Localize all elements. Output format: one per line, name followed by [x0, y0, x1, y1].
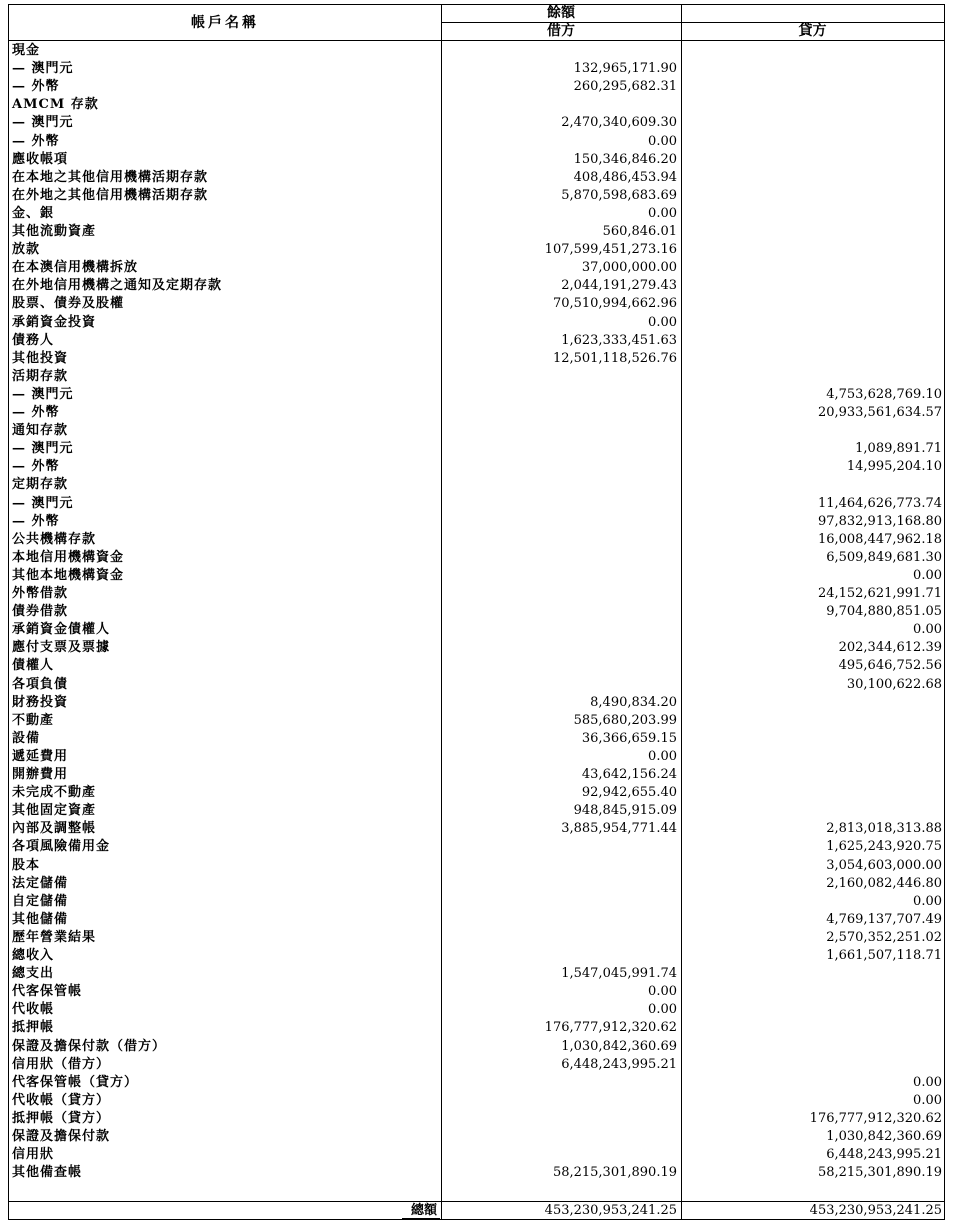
account-name-cell: AMCM 存款 [12, 97, 99, 113]
debit-cell: 2,044,191,279.43 [561, 278, 677, 294]
account-name-cell: 開辦費用 [12, 767, 69, 782]
account-name-cell: — 外幣 [12, 405, 60, 420]
credit-cell: 0.00 [913, 622, 942, 638]
table-row [9, 694, 944, 712]
credit-cell: 3,054,603,000.00 [826, 857, 942, 873]
table-row [9, 1092, 944, 1110]
table-row [9, 458, 944, 476]
table-row [9, 277, 944, 295]
account-name-cell: — 外幣 [12, 459, 60, 475]
account-name-cell: 金、銀 [12, 205, 55, 221]
trial-balance-table [8, 4, 945, 1220]
account-name-cell: 遞延費用 [12, 748, 69, 764]
table-row [9, 1038, 944, 1056]
header-debit: 借方 [547, 23, 575, 39]
account-name-cell: — 外幣 [12, 79, 60, 95]
credit-cell: 1,089,891.71 [855, 441, 942, 457]
table-row [9, 730, 944, 748]
table-row [9, 1128, 944, 1146]
table-row [9, 965, 944, 983]
account-name-cell: 公共機構存款 [12, 531, 97, 547]
debit-cell: 3,885,954,771.44 [561, 821, 677, 837]
credit-cell: 2,570,352,251.02 [826, 929, 942, 945]
account-name-cell: — 澳門元 [12, 495, 74, 511]
account-name-cell: 內部及調整帳 [12, 821, 97, 837]
debit-cell: 5,870,598,683.69 [561, 187, 677, 203]
account-name-cell: 債券借款 [12, 604, 69, 620]
table-row [9, 567, 944, 585]
total-label: 總額 [410, 1203, 437, 1218]
table-row [9, 1074, 944, 1092]
debit-cell: 176,777,912,320.62 [544, 1020, 677, 1036]
account-name-cell: — 外幣 [12, 513, 60, 529]
account-name-cell: 股票、債券及股權 [12, 296, 125, 312]
table-row [9, 585, 944, 603]
table-row [9, 151, 944, 169]
account-name-cell: 各項負債 [12, 676, 69, 692]
account-name-cell: 其他投資 [12, 350, 69, 366]
debit-cell: 585,680,203.99 [573, 712, 677, 728]
credit-cell: 1,661,507,118.71 [826, 948, 942, 963]
table-row [9, 314, 944, 332]
table-row [9, 857, 944, 875]
table-row [9, 875, 944, 893]
credit-cell: 6,509,849,681.30 [826, 549, 942, 565]
account-name-cell: 保證及擔保付款（借方） [12, 1038, 167, 1054]
account-name-cell: 應付支票及票據 [12, 640, 111, 656]
account-name-cell: 各項風險備用金 [12, 839, 111, 855]
table-row [9, 549, 944, 567]
account-name-cell: 總收入 [12, 948, 55, 963]
debit-cell: 1,623,333,451.63 [561, 332, 677, 348]
credit-cell: 4,753,628,769.10 [826, 386, 942, 402]
credit-cell: 6,448,243,995.21 [826, 1147, 942, 1163]
table-row [9, 947, 944, 965]
debit-cell: 0.00 [648, 314, 677, 330]
credit-cell: 24,152,621,991.71 [817, 586, 942, 601]
table-row [9, 169, 944, 187]
table-row [9, 223, 944, 241]
debit-cell: 150,346,846.20 [573, 151, 677, 167]
debit-cell: 0.00 [648, 133, 677, 149]
account-name-cell: 在外地信用機構之通知及定期存款 [12, 278, 223, 294]
credit-cell: 9,704,880,851.05 [826, 604, 942, 620]
account-name-cell: 代收帳（貸方） [12, 1092, 111, 1108]
table-row [9, 838, 944, 856]
account-name-cell: 承銷資金債權人 [12, 622, 111, 638]
table-row [9, 820, 944, 838]
account-name-cell: 設備 [12, 730, 41, 746]
account-name-cell: 通知存款 [12, 423, 69, 439]
debit-cell: 92,942,655.40 [581, 785, 677, 801]
debit-cell: 0.00 [648, 1002, 677, 1018]
table-row [9, 78, 944, 96]
debit-cell: 0.00 [648, 984, 677, 1000]
credit-cell: 97,832,913,168.80 [817, 513, 942, 529]
credit-cell: 11,464,626,773.74 [817, 495, 942, 511]
debit-cell: 58,215,301,890.19 [552, 1165, 677, 1181]
account-name-cell: 保證及擔保付款 [12, 1129, 111, 1144]
table-row [9, 241, 944, 259]
table-row [9, 639, 944, 657]
credit-cell: 202,344,612.39 [838, 640, 942, 656]
account-name-cell: — 澳門元 [12, 61, 74, 77]
table-row [9, 96, 944, 114]
table-row [9, 386, 944, 404]
credit-cell: 20,933,561,634.57 [817, 405, 942, 420]
header-divider [9, 40, 944, 41]
debit-cell: 6,448,243,995.21 [561, 1056, 677, 1072]
table-row [9, 476, 944, 494]
account-name-cell: — 澳門元 [12, 115, 74, 131]
table-row [9, 133, 944, 151]
account-name-cell: 放款 [12, 242, 41, 258]
total-debit: 453,230,953,241.25 [544, 1203, 677, 1218]
table-row [9, 350, 944, 368]
credit-cell: 0.00 [913, 567, 942, 583]
table-row [9, 784, 944, 802]
account-name-cell: 總支出 [12, 966, 55, 982]
account-name-cell: 其他本地機構資金 [12, 567, 125, 583]
account-name-cell: 其他儲備 [12, 911, 69, 927]
credit-cell: 495,646,752.56 [838, 658, 942, 674]
debit-cell: 2,470,340,609.30 [561, 115, 677, 131]
account-name-cell: 在本地之其他信用機構活期存款 [12, 169, 209, 185]
account-name-cell: 現金 [12, 43, 41, 58]
credit-cell: 14,995,204.10 [846, 459, 942, 475]
table-row [9, 1164, 944, 1182]
debit-cell: 12,501,118,526.76 [552, 350, 677, 366]
table-row [9, 603, 944, 621]
table-row [9, 495, 944, 513]
account-name-cell: 債權人 [12, 658, 55, 674]
table-row [9, 187, 944, 205]
account-name-cell: 抵押帳（貸方） [12, 1110, 111, 1126]
credit-cell: 4,769,137,707.49 [826, 911, 942, 927]
credit-cell: 2,160,082,446.80 [826, 875, 942, 891]
header-credit: 貸方 [798, 23, 827, 39]
debit-cell: 1,547,045,991.74 [561, 966, 677, 982]
table-row [9, 404, 944, 422]
credit-cell: 58,215,301,890.19 [817, 1165, 942, 1181]
header-account-name: 帳戶名稱 [191, 15, 259, 31]
account-name-cell: 自定儲備 [12, 893, 69, 909]
account-name-cell: 代客保管帳 [12, 984, 83, 1000]
table-row [9, 422, 944, 440]
account-name-cell: — 澳門元 [12, 441, 74, 457]
account-name-cell: 代客保管帳（貸方） [12, 1074, 139, 1090]
debit-cell: 8,490,834.20 [590, 694, 677, 710]
table-row [9, 114, 944, 132]
credit-cell: 30,100,622.68 [846, 676, 942, 692]
debit-cell: 70,510,994,662.96 [552, 296, 677, 312]
total-divider [9, 1201, 944, 1202]
credit-cell: 2,813,018,313.88 [826, 821, 942, 837]
table-row [9, 1056, 944, 1074]
account-name-cell: 定期存款 [12, 477, 69, 493]
debit-cell: 43,642,156.24 [581, 767, 677, 782]
account-name-cell: 代收帳 [12, 1002, 55, 1018]
account-name-cell: 股本 [12, 857, 41, 873]
table-row [9, 368, 944, 386]
header-balance: 餘額 [547, 5, 575, 21]
table-row [9, 802, 944, 820]
debit-cell: 560,846.01 [602, 224, 677, 239]
account-name-cell: 本地信用機構資金 [12, 549, 125, 565]
account-name-cell: 應收帳項 [12, 151, 69, 167]
debit-cell: 132,965,171.90 [573, 61, 677, 77]
account-name-cell: 在外地之其他信用機構活期存款 [12, 187, 209, 203]
debit-cell: 948,845,915.09 [573, 803, 677, 819]
table-row [9, 911, 944, 929]
table-row [9, 893, 944, 911]
debit-cell: 0.00 [648, 748, 677, 764]
account-name-cell: 法定儲備 [12, 875, 69, 891]
credit-cell: 176,777,912,320.62 [809, 1110, 942, 1126]
account-name-cell: 外幣借款 [12, 586, 69, 601]
table-row [9, 531, 944, 549]
total-credit: 453,230,953,241.25 [809, 1203, 942, 1218]
account-name-cell: 財務投資 [12, 694, 69, 710]
debit-cell: 107,599,451,273.16 [544, 242, 677, 258]
table-row [9, 621, 944, 639]
table-row [9, 295, 944, 313]
account-name-cell: 在本澳信用機構拆放 [12, 260, 139, 276]
table-row [9, 205, 944, 223]
account-name-cell: 債務人 [12, 332, 55, 348]
debit-cell: 260,295,682.31 [573, 79, 677, 95]
debit-cell: 36,366,659.15 [581, 730, 677, 746]
account-name-cell: — 澳門元 [12, 386, 74, 402]
table-row [9, 748, 944, 766]
table-row [9, 766, 944, 784]
account-name-cell: 活期存款 [12, 368, 69, 384]
table-row [9, 712, 944, 730]
table-row [9, 60, 944, 78]
account-name-cell: 未完成不動產 [12, 785, 97, 801]
debit-cell: 408,486,453.94 [573, 169, 677, 185]
credit-cell: 0.00 [913, 1074, 942, 1090]
account-name-cell: 信用狀（借方） [12, 1056, 111, 1072]
account-name-cell: 抵押帳 [12, 1020, 55, 1036]
table-row [9, 929, 944, 947]
table-row [9, 332, 944, 350]
table-row [9, 440, 944, 458]
account-name-cell: 承銷資金投資 [12, 314, 97, 330]
debit-cell: 37,000,000.00 [581, 260, 677, 276]
table-row [9, 1146, 944, 1164]
table-row [9, 1001, 944, 1019]
account-name-cell: 不動產 [12, 712, 55, 728]
table-row [9, 42, 944, 60]
credit-cell: 1,030,842,360.69 [826, 1129, 942, 1144]
total-row [9, 1203, 944, 1221]
credit-cell: 0.00 [913, 893, 942, 909]
credit-cell: 0.00 [913, 1092, 942, 1108]
table-row [9, 983, 944, 1001]
account-name-cell: 其他備查帳 [12, 1165, 83, 1181]
table-row [9, 1019, 944, 1037]
credit-cell: 1,625,243,920.75 [826, 839, 942, 855]
account-name-cell: — 外幣 [12, 133, 60, 149]
credit-cell: 16,008,447,962.18 [817, 531, 942, 547]
account-name-cell: 其他固定資產 [12, 803, 97, 819]
table-row [9, 1110, 944, 1128]
table-row [9, 259, 944, 277]
table-row [9, 657, 944, 675]
account-name-cell: 歷年營業結果 [12, 929, 97, 945]
account-name-cell: 其他流動資產 [12, 224, 97, 239]
table-row [9, 513, 944, 531]
debit-cell: 1,030,842,360.69 [561, 1038, 677, 1054]
table-row [9, 676, 944, 694]
debit-cell: 0.00 [648, 205, 677, 221]
account-name-cell: 信用狀 [12, 1147, 55, 1163]
